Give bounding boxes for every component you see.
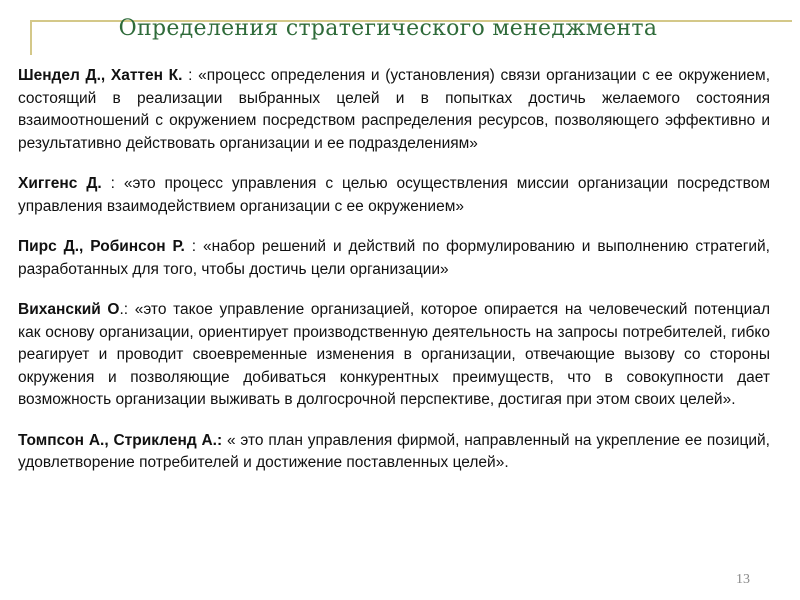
definition-author: Шендел Д., Хаттен К.: [18, 67, 183, 84]
definition-author: Хиггенс Д.: [18, 175, 102, 192]
decorative-frame-left: [30, 20, 32, 55]
definition-author: Виханский О: [18, 301, 120, 318]
definition-text: : «набор решений и действий по формулированию и выполнению стратегий, разработанных для того, чтобы достичь цели организации»: [18, 238, 770, 278]
page-number: 13: [736, 572, 750, 587]
definition-paragraph: [18, 173, 770, 218]
definition-text: : «это процесс управления с целью осуществления миссии организации посредством управления взаимодействием организации с ее окружением»: [18, 175, 770, 215]
definitions-list: [18, 65, 770, 475]
definition-text: .: «это такое управление организацией, которое опирается на человеческий потенциал как основу организации, ориентирует производственную деятельность на запросы потребителей, гибко реагирует и проводит своевременные изменения в организации, отвечающие вызову со стороны окружения и позволяющие добиваться конкурентных преимуществ, что в совокупности дает возможность организации выживать в долгосрочной перспективе, достигая при этом своих целей».: [18, 301, 771, 408]
definition-paragraph: [18, 65, 770, 155]
definition-paragraph: [18, 430, 770, 475]
definition-text: « это план управления фирмой, направленный на укрепление ее позиций, удовлетворение потребителей и достижение поставленных целей».: [18, 431, 770, 471]
definition-text: : «процесс определения и (установления) связи организации с ее окружением, состоящий в реализации выбранных целей и в попытках достичь желаемого состояния взаимоотношений с окружением посредством распределения ресурсов, позволяющего эффективно и результативно действовать организации и ее подразделениям»: [18, 67, 771, 152]
definition-paragraph: [18, 299, 770, 412]
definition-author: Пирс Д., Робинсон Р.: [18, 238, 185, 255]
slide-title: Определения стратегического менеджмента: [118, 16, 658, 41]
definition-author: Томпсон А., Стрикленд А.:: [18, 431, 223, 449]
definition-paragraph: [18, 236, 770, 281]
